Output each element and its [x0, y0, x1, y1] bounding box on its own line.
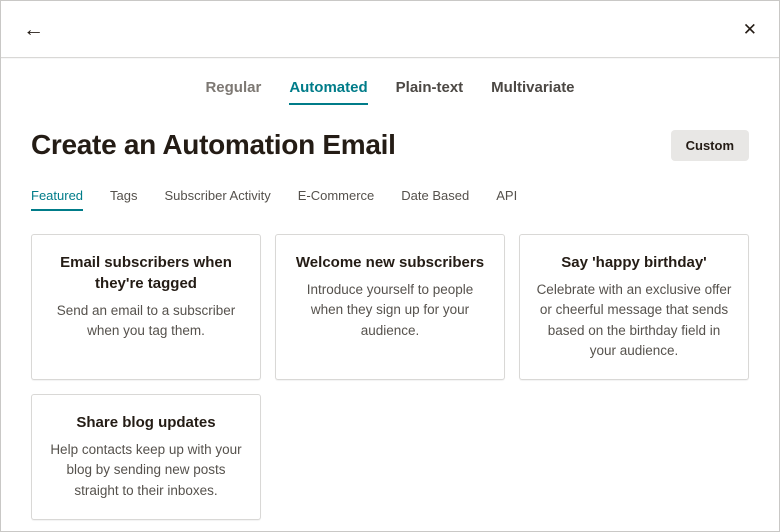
card-say-happy-birthday[interactable]: [519, 234, 749, 380]
custom-button[interactable]: Custom: [671, 130, 749, 161]
card-share-blog-updates[interactable]: [31, 394, 261, 520]
category-subtabs: [1, 161, 779, 211]
tab-regular[interactable]: Regular: [205, 79, 262, 96]
tab-automated[interactable]: Automated: [289, 79, 367, 105]
subtab-subscriber-activity[interactable]: Subscriber Activity: [164, 188, 271, 203]
card-description: Help contacts keep up with your blog by sending new posts straight to their inboxes.: [50, 442, 242, 498]
card-title: Say 'happy birthday': [561, 254, 707, 271]
card-description: Celebrate with an exclusive offer or cheerful message that sends based on the birthday field in your audience.: [536, 282, 732, 358]
card-description: Send an email to a subscriber when you tag them.: [56, 303, 236, 339]
card-email-subscribers-tagged[interactable]: [31, 234, 261, 380]
page-title: Create an Automation Email: [31, 129, 396, 160]
card-title: Email subscribers when they're tagged: [60, 254, 232, 292]
card-title: Welcome new subscribers: [295, 254, 485, 271]
subtab-date-based[interactable]: Date Based: [401, 188, 470, 203]
subtab-api[interactable]: API: [496, 188, 518, 203]
back-arrow-icon[interactable]: ←: [23, 17, 44, 41]
tab-multivariate[interactable]: Multivariate: [491, 79, 575, 96]
close-icon[interactable]: ✕: [742, 19, 757, 39]
card-welcome-new-subscribers[interactable]: [275, 234, 505, 380]
automation-card-grid: [1, 211, 779, 520]
subtab-e-commerce[interactable]: E-Commerce: [297, 188, 375, 203]
card-description: Introduce yourself to people when they sign up for your audience.: [306, 282, 474, 338]
subtab-tags[interactable]: Tags: [110, 188, 138, 203]
top-bar: [1, 1, 779, 58]
email-type-tabs: [1, 58, 779, 105]
card-title: Share blog updates: [76, 414, 216, 431]
tab-plain-text[interactable]: Plain-text: [395, 79, 464, 96]
subtab-featured[interactable]: Featured: [31, 188, 83, 211]
header-row: [1, 105, 779, 161]
